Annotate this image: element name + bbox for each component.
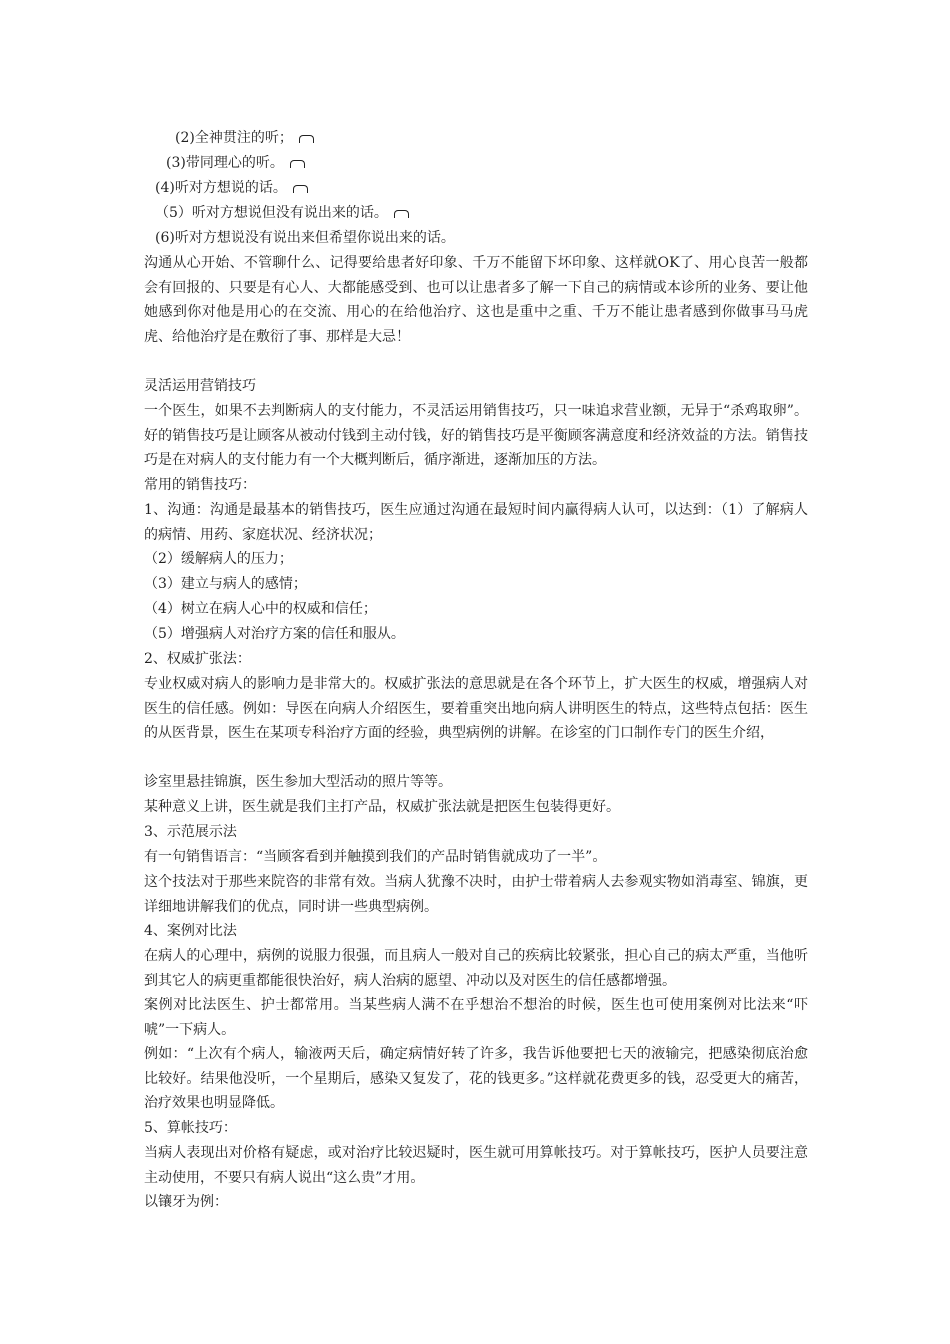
list-item [166,151,305,175]
list-item [155,201,409,225]
list-item-text: (2)全神贯注的听； [175,130,293,146]
item2-line: 某种意义上讲，医生就是我们主打产品，权威扩张法就是把医生包装得更好。 [144,799,620,815]
example-line: 以镶牙为例： [144,1194,228,1210]
list-item [155,176,308,200]
item1-paragraph: 1、沟通：沟通是最基本的销售技巧，医生应通过沟通在最短时间内赢得病人认可，以达到：（1）了解病人的病情、用药、家庭状况、经济状况； [144,502,808,543]
item4-paragraph: 案例对比法医生、护士都常用。当某些病人满不在乎想治不想治的时候，医生也可使用案例对比法来“吓唬”一下病人。 [144,997,808,1038]
item2-paragraph: 专业权威对病人的影响力是非常大的。权威扩张法的意思就是在各个环节上，扩大医生的权威，增强病人对医生的信任感。例如：导医在向病人介绍医生，要着重突出地向病人讲明医生的特点，这些特点包括：医生的从医背景，医生在某项专科治疗方面的经验，典型病例的讲解。在诊室的门口制作专门的医生介绍， [144,676,808,741]
item1-point: （2）缓解病人的压力； [144,551,293,567]
list-item [175,126,314,150]
list-item-text: (3)带同理心的听。 [166,155,284,171]
list-item-text: (4)听对方想说的话。 [155,180,287,196]
common-techniques-title: 常用的销售技巧： [144,477,256,493]
paragraph-mark-icon [290,160,305,168]
item3-line: 有一句销售语言：“当顾客看到并触摸到我们的产品时销售就成功了一半”。 [144,849,607,865]
section-title: 灵活运用营销技巧 [144,378,256,394]
item3-paragraph: 这个技法对于那些来院咨的非常有效。当病人犹豫不决时，由护士带着病人去参观实物如消毒室、锦旗，更详细地讲解我们的优点，同时讲一些典型病例。 [144,874,808,915]
item1-point: （5）增强病人对治疗方案的信任和服从。 [144,626,405,642]
item4-paragraph: 例如：“上次有个病人，输液两天后，确定病情好转了许多，我告诉他要把七天的液输完，把感染彻底治愈比较好。结果他没听，一个星期后，感染又复发了，花的钱更多。”这样就花费更多的钱，忍受更大的痛苦，治疗效果也明显降低。 [144,1046,808,1111]
item2-line: 诊室里悬挂锦旗，医生参加大型活动的照片等等。 [144,774,452,790]
communication-paragraph: 沟通从心开始、不管聊什么、记得要给患者好印象、千万不能留下坏印象、这样就OK了、用心良苦一般都会有回报的、只要是有心人、大都能感受到、也可以让患者多了解一下自己的病情或本诊所的业务、要让他她感到你对他是用心的在交流、用心的在给他治疗、这也是重中之重、千万不能让患者感到你做事马马虎虎、给他治疗是在敷衍了事、那样是大忌！ [144,255,808,345]
list-item-text: （5）听对方想说但没有说出来的话。 [155,205,388,221]
item1-point: （3）建立与病人的感情； [144,576,307,592]
item4-paragraph: 在病人的心理中，病例的说服力很强，而且病人一般对自己的疾病比较紧张，担心自己的病太严重，当他听到其它人的病更重都能很快治好，病人治病的愿望、冲动以及对医生的信任感都增强。 [144,948,808,989]
intro-paragraph: 一个医生，如果不去判断病人的支付能力，不灵活运用销售技巧，只一味追求营业额，无异于“杀鸡取卵”。好的销售技巧是让顾客从被动付钱到主动付钱，好的销售技巧是平衡顾客满意度和经济效益的方法。销售技巧是在对病人的支付能力有一个大概判断后，循序渐进，逐渐加压的方法。 [144,403,808,468]
list-item: (6)听对方想说没有说出来但希望你说出来的话。 [155,230,455,246]
item2-title: 2、权威扩张法： [144,651,251,667]
paragraph-mark-icon [394,210,409,218]
paragraph-mark-icon [293,185,308,193]
item3-title: 3、示范展示法 [144,824,237,840]
item4-title: 4、案例对比法 [144,923,237,939]
paragraph-mark-icon [299,135,314,143]
item5-title: 5、算帐技巧： [144,1120,237,1136]
item1-point: （4）树立在病人心中的权威和信任； [144,601,377,617]
item5-paragraph: 当病人表现出对价格有疑虑，或对治疗比较迟疑时，医生就可用算帐技巧。对于算帐技巧，医护人员要注意主动使用，不要只有病人说出“这么贵”才用。 [144,1145,808,1186]
